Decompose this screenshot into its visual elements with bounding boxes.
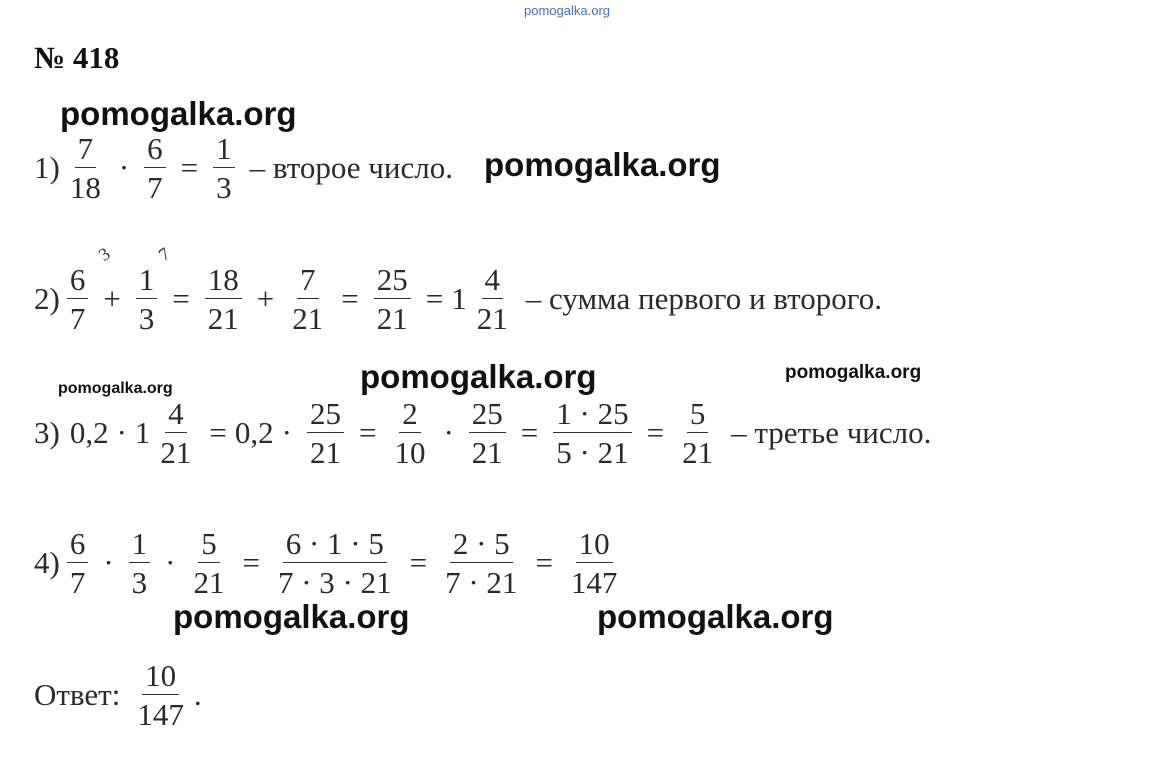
denominator: 147	[137, 697, 184, 732]
numerator: 2	[399, 398, 421, 433]
numerator: 1	[213, 133, 235, 168]
watermark-3: pomogalka.org	[58, 380, 173, 397]
fraction	[67, 133, 104, 203]
denominator: 7	[69, 301, 86, 336]
numerator: 5	[198, 528, 220, 563]
fraction	[289, 264, 326, 334]
denominator: 7 · 21	[445, 565, 518, 600]
fraction	[568, 528, 621, 598]
denominator: 21	[160, 435, 192, 470]
step-3	[34, 398, 931, 468]
fraction	[190, 528, 227, 598]
denominator: 21	[471, 435, 503, 470]
multiply-sign: ·	[118, 150, 130, 185]
problem-number: № 418	[34, 40, 120, 75]
equals-sign: =	[209, 415, 227, 450]
numerator: 6	[67, 264, 89, 299]
answer-fraction	[134, 660, 187, 730]
denominator: 21	[207, 301, 239, 336]
fraction	[275, 528, 395, 598]
step-label: 1)	[34, 150, 60, 185]
step-2	[34, 264, 882, 334]
multiplier-mark: 3	[94, 243, 114, 265]
multiplier-mark: 7	[154, 243, 174, 265]
numerator: 6	[144, 133, 166, 168]
numerator: 25	[307, 398, 344, 433]
numerator: 25	[469, 398, 506, 433]
watermark-2: pomogalka.org	[484, 146, 721, 183]
numerator: 7	[297, 264, 319, 299]
fraction	[67, 528, 89, 598]
equals-sign: =	[358, 415, 377, 450]
step-label: 4)	[34, 545, 60, 580]
denominator: 21	[376, 301, 408, 336]
watermark-6: pomogalka.org	[173, 598, 410, 635]
equals-sign: =	[646, 415, 665, 450]
numerator: 1	[136, 264, 158, 299]
fraction	[307, 398, 344, 468]
step-1	[34, 133, 453, 203]
fraction	[553, 398, 631, 468]
fraction	[374, 264, 411, 334]
denominator: 5 · 21	[556, 435, 629, 470]
equals-sign: =	[535, 545, 553, 580]
numerator: 1 · 25	[553, 398, 631, 433]
denominator: 21	[309, 435, 341, 470]
equals-sign: =	[242, 545, 260, 580]
numerator: 10	[576, 528, 613, 563]
watermark-1: pomogalka.org	[60, 95, 297, 132]
fraction	[679, 398, 716, 468]
watermark-7: pomogalka.org	[597, 598, 834, 635]
fraction	[129, 528, 151, 598]
equals-sign: =	[341, 281, 359, 316]
multiply-sign: ·	[103, 545, 114, 580]
numerator: 25	[374, 264, 411, 299]
whole-part: 1	[451, 281, 467, 316]
numerator: 4	[165, 398, 187, 433]
fraction	[469, 398, 506, 468]
denominator: 21	[292, 301, 324, 336]
fraction	[391, 398, 428, 468]
watermark-5: pomogalka.org	[785, 362, 922, 383]
numerator: 7	[75, 133, 97, 168]
multiply-sign: ·	[116, 415, 127, 450]
step-comment: – сумма первого и второго.	[525, 281, 882, 316]
denominator: 21	[476, 301, 508, 336]
fraction	[157, 398, 194, 468]
answer	[34, 660, 202, 730]
answer-label: Ответ:	[34, 677, 121, 712]
numerator: 10	[142, 660, 179, 695]
denominator: 7	[147, 170, 163, 205]
denominator: 18	[69, 170, 101, 205]
plus-sign: +	[256, 281, 275, 316]
multiply-sign: ·	[443, 415, 454, 450]
numerator: 1	[129, 528, 151, 563]
watermark-top[interactable]: pomogalka.org	[524, 3, 610, 18]
multiply-sign: ·	[281, 415, 292, 450]
equals-sign: =	[172, 281, 190, 316]
fraction	[136, 264, 158, 334]
equals-sign: =	[520, 415, 539, 450]
numerator: 6	[67, 528, 89, 563]
fraction	[474, 264, 511, 334]
plus-sign: +	[103, 281, 121, 316]
numerator: 18	[205, 264, 242, 299]
denominator: 3	[138, 301, 155, 336]
multiply-sign: ·	[165, 545, 176, 580]
numerator: 4	[482, 264, 504, 299]
step-comment: – второе число.	[249, 150, 453, 185]
decimal: 0,2	[234, 415, 274, 450]
answer-period: .	[193, 677, 202, 712]
decimal: 0,2	[69, 415, 109, 450]
step-comment: – третье число.	[731, 415, 932, 450]
step-label: 2)	[34, 281, 60, 316]
step-4	[34, 528, 627, 598]
denominator: 21	[193, 565, 225, 600]
whole-part: 1	[134, 415, 151, 450]
fraction	[442, 528, 520, 598]
numerator: 5	[687, 398, 709, 433]
denominator: 10	[394, 435, 426, 470]
denominator: 3	[131, 565, 148, 600]
denominator: 7 · 3 · 21	[277, 565, 392, 600]
numerator: 6 · 1 · 5	[283, 528, 387, 563]
denominator: 21	[682, 435, 714, 470]
denominator: 7	[69, 565, 86, 600]
fraction	[67, 264, 89, 334]
fraction	[213, 133, 235, 203]
numerator: 2 · 5	[450, 528, 513, 563]
denominator: 3	[216, 170, 232, 205]
denominator: 147	[570, 565, 618, 600]
equals-sign: =	[180, 150, 199, 185]
equals-sign: =	[409, 545, 428, 580]
step-label: 3)	[34, 415, 60, 450]
watermark-4: pomogalka.org	[360, 358, 597, 395]
fraction	[144, 133, 166, 203]
fraction	[205, 264, 242, 334]
equals-sign: =	[425, 281, 444, 316]
